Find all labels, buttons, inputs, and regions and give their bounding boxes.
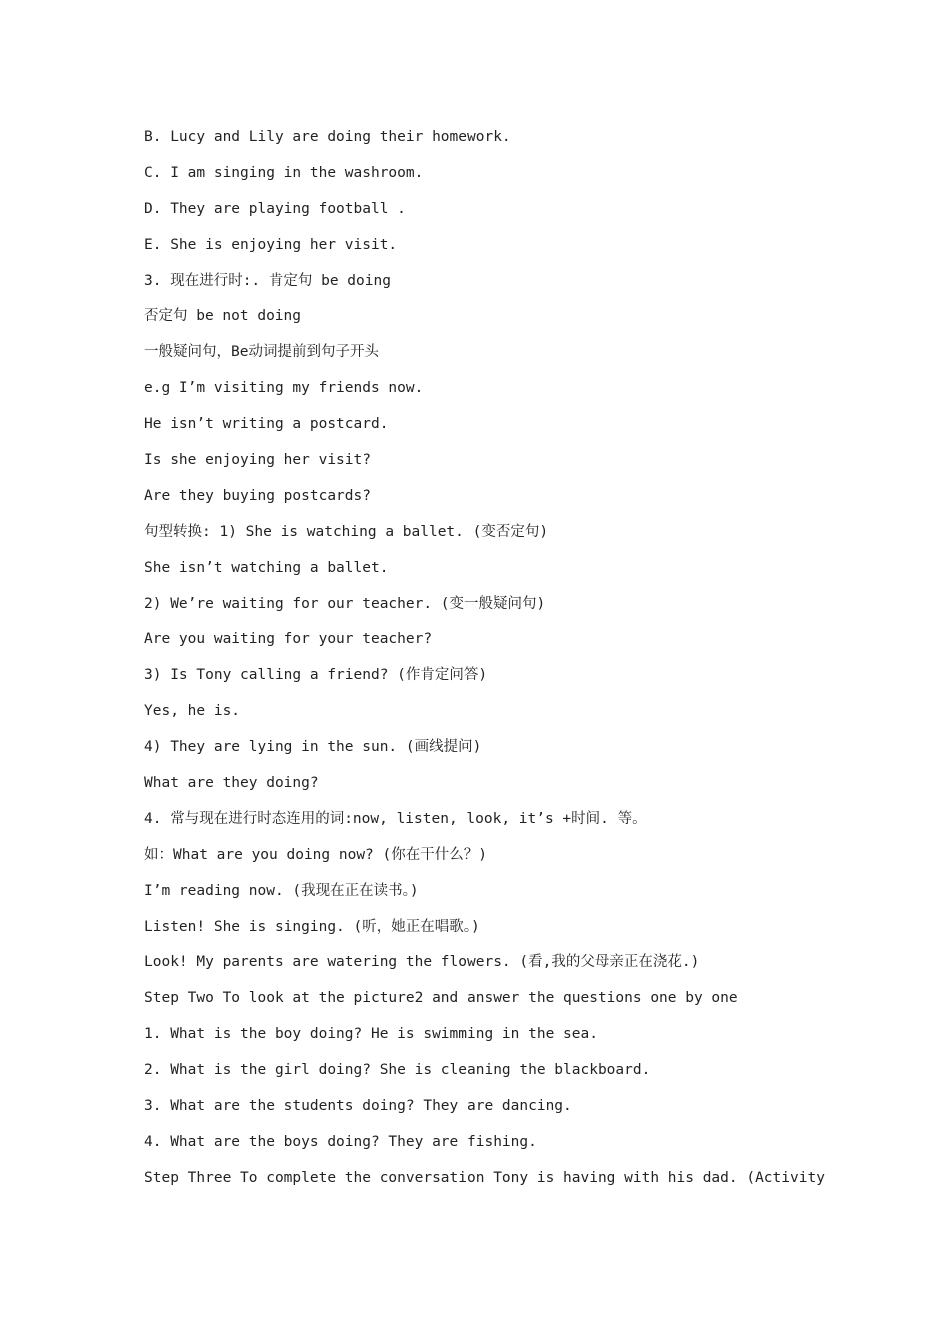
text-line: Yes, he is. [144,703,241,720]
text-line: I’m reading now. (我现在正在读书。) [144,882,419,899]
text-line: 4. 常与现在进行时态连用的词:now, listen, look, it’s +时间. 等。 [144,810,647,827]
text-line: Step Three To complete the conversation Tony is having with his dad. (Activity [144,1169,825,1186]
text-line: 一般疑问句，Be动词提前到句子开头 [144,344,379,361]
text-line: He isn’t writing a postcard. [144,416,389,433]
text-line: Look! My parents are watering the flowers. (看,我的父母亲正在浇花.) [144,954,700,971]
text-line: Listen! She is singing. (听，她正在唱歌。) [144,918,480,935]
text-line: Are you waiting for your teacher? [144,631,433,648]
text-line: Step Two To look at the picture2 and answer the questions one by one [144,990,738,1007]
text-line: 4. What are the boys doing? They are fishing. [144,1133,537,1150]
text-line: 2. What is the girl doing? She is cleaning the blackboard. [144,1062,651,1079]
text-line: 3. What are the students doing? They are dancing. [144,1098,572,1115]
text-line: She isn’t watching a ballet. [144,559,389,576]
text-line: B. Lucy and Lily are doing their homework. [144,129,511,145]
text-line: Is she enjoying her visit? [144,452,371,469]
text-line: D. They are playing football . [144,200,406,217]
text-line: 2) We’re waiting for our teacher. (变一般疑问句) [144,595,546,612]
text-line: 否定句 be not doing [144,308,301,325]
text-line: 句型转换: 1) She is watching a ballet. (变否定句) [144,523,549,540]
text-line: 3) Is Tony calling a friend? (作肯定问答) [144,667,488,684]
text-line: C. I am singing in the washroom. [144,164,424,181]
text-line: e.g I’m visiting my friends now. [144,380,424,397]
text-line: What are they doing? [144,775,319,792]
text-line: Are they buying postcards? [144,487,371,504]
text-line: 如：What are you doing now? (你在干什么？) [144,846,487,863]
text-line: 1. What is the boy doing? He is swimming in the sea. [144,1026,598,1043]
text-line: E. She is enjoying her visit. [144,236,398,253]
text-line: 3. 现在进行时:. 肯定句 be doing [144,272,391,289]
document-body [144,126,924,1203]
text-line: 4) They are lying in the sun. (画线提问) [144,739,482,756]
